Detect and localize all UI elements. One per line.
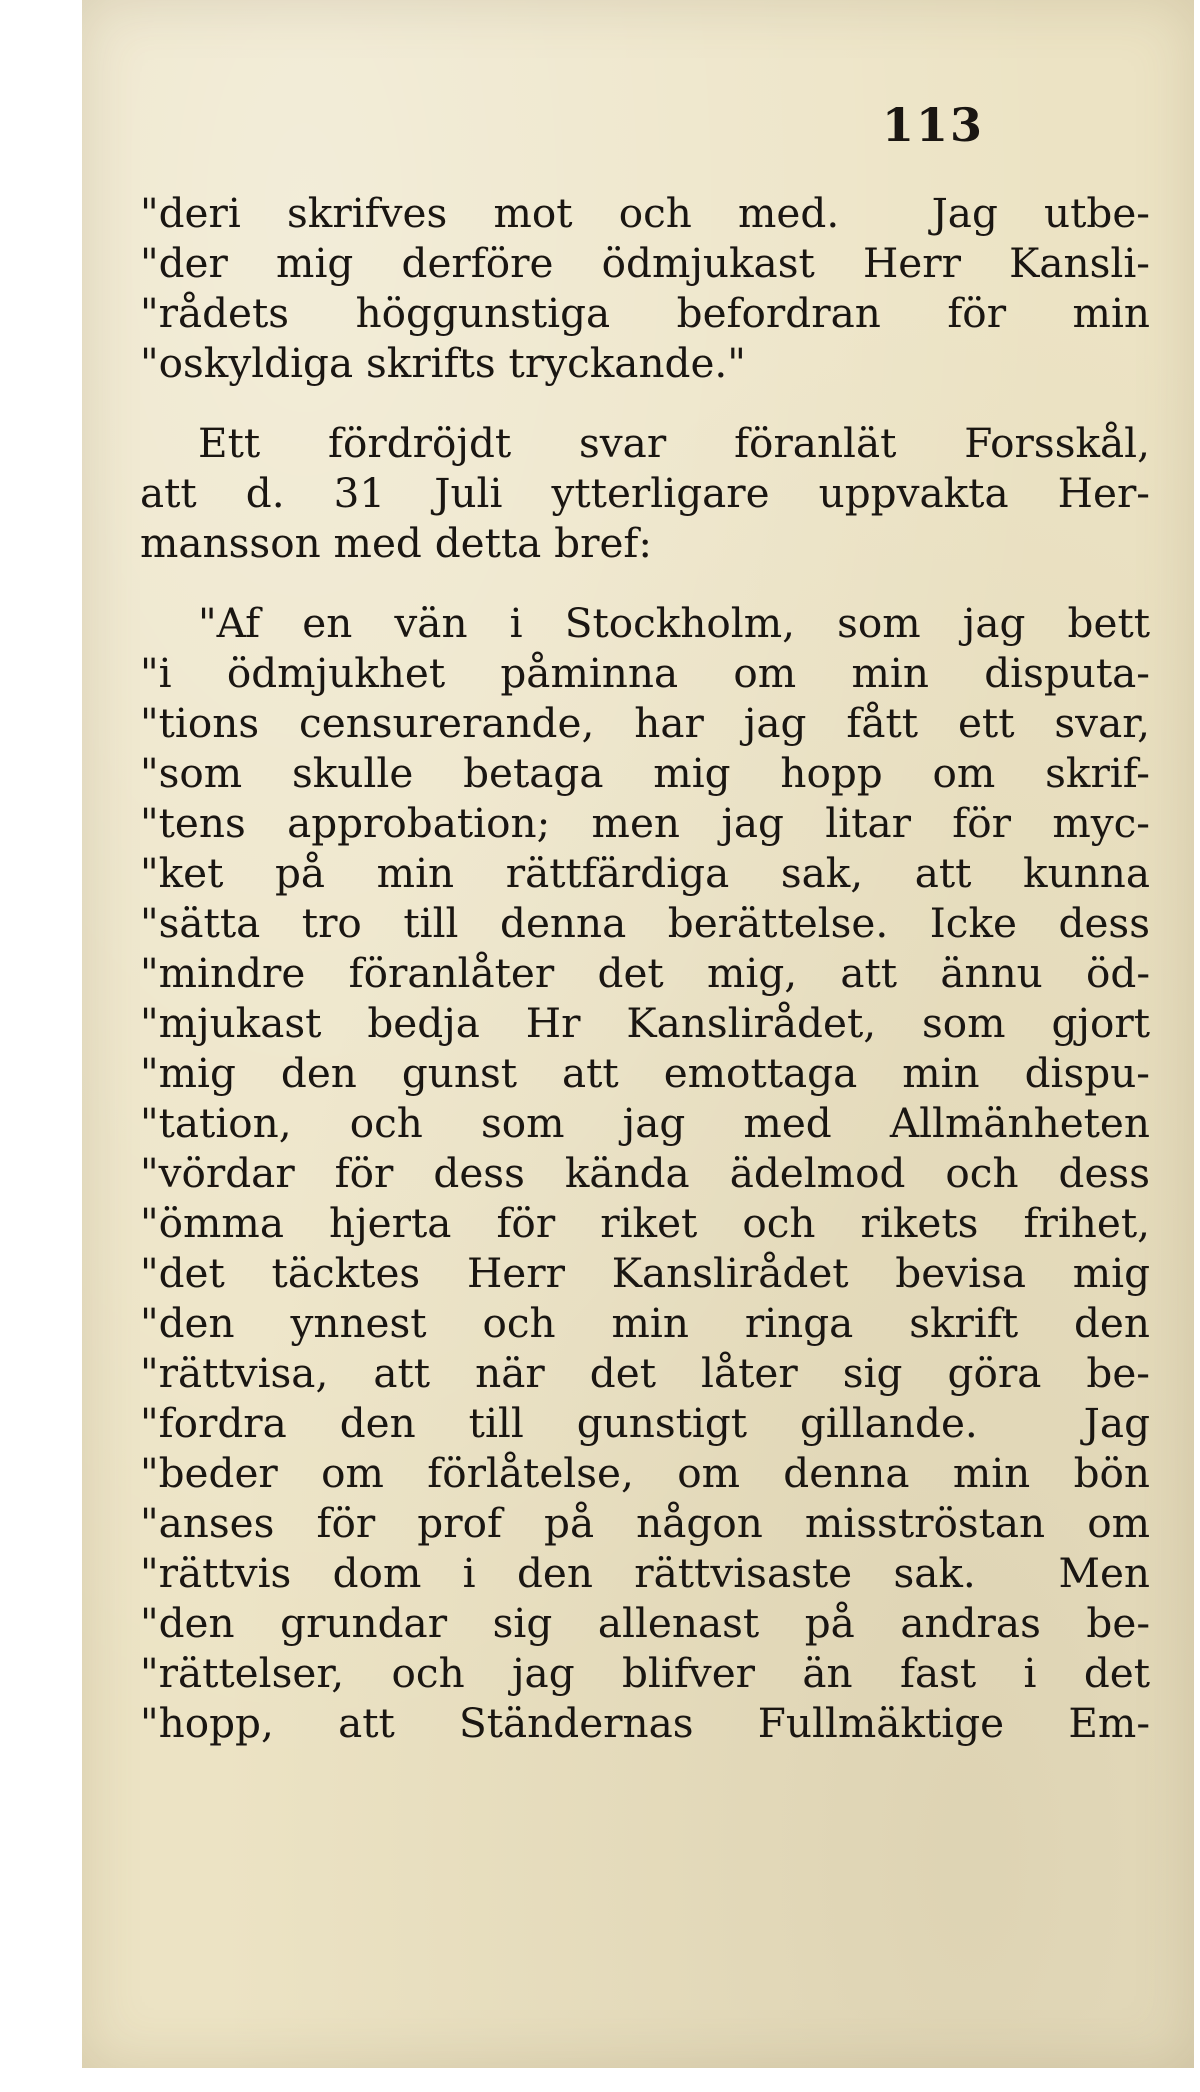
text-line: "den grundar sig allenast på andras be- (140, 1599, 1150, 1647)
paragraph-gap (140, 388, 1150, 418)
text-line: "den ynnest och min ringa skrift den (140, 1299, 1150, 1347)
text-line: "mindre föranlåter det mig, att ännu öd- (140, 949, 1150, 997)
text-line: "ket på min rättfärdiga sak, att kunna (140, 849, 1150, 897)
text-line: "deri skrifves mot och med. Jag utbe- (140, 189, 1150, 237)
text-line: "anses för prof på någon misströstan om (140, 1499, 1150, 1547)
page-number: 113 (881, 98, 984, 152)
text-line: att d. 31 Juli ytterligare uppvakta Her- (140, 469, 1150, 517)
text-line: "i ödmjukhet påminna om min disputa- (140, 649, 1150, 697)
text-line: "sätta tro till denna berättelse. Icke dess (140, 899, 1150, 947)
text-line: "tation, och som jag med Allmänheten (140, 1099, 1150, 1147)
body-text (140, 188, 1150, 1748)
text-line: "hopp, att Ständernas Fullmäktige Em- (140, 1699, 1150, 1747)
text-line: "rättvisa, att när det låter sig göra be- (140, 1349, 1150, 1397)
text-line: "som skulle betaga mig hopp om skrif- (140, 749, 1150, 797)
text-line: "mjukast bedja Hr Kanslirådet, som gjort (140, 999, 1150, 1047)
book-page (82, 0, 1194, 2068)
text-line: "tens approbation; men jag litar för myc- (140, 799, 1150, 847)
text-line: "ömma hjerta för riket och rikets frihet, (140, 1199, 1150, 1247)
text-line: "mig den gunst att emottaga min dispu- (140, 1049, 1150, 1097)
text-line: "beder om förlåtelse, om denna min bön (140, 1449, 1150, 1497)
text-line: "Af en vän i Stockholm, som jag bett (198, 599, 1150, 647)
text-line: "rådets höggunstiga befordran för min (140, 289, 1150, 337)
text-line: Ett fördröjdt svar föranlät Forsskål, (198, 419, 1150, 467)
text-line: "fordra den till gunstigt gillande. Jag (140, 1399, 1150, 1447)
text-line: "rättelser, och jag blifver än fast i det (140, 1649, 1150, 1697)
text-line: "vördar för dess kända ädelmod och dess (140, 1149, 1150, 1197)
text-line: "det täcktes Herr Kanslirådet bevisa mig (140, 1249, 1150, 1297)
text-line: "oskyldiga skrifts tryckande." (140, 339, 746, 387)
paragraph-gap (140, 568, 1150, 598)
text-line: "tions censurerande, har jag fått ett svar, (140, 699, 1150, 747)
text-line: "rättvis dom i den rättvisaste sak. Men (140, 1549, 1150, 1597)
text-line: mansson med detta bref: (140, 519, 653, 567)
text-line: "der mig derföre ödmjukast Herr Kansli- (140, 239, 1150, 287)
